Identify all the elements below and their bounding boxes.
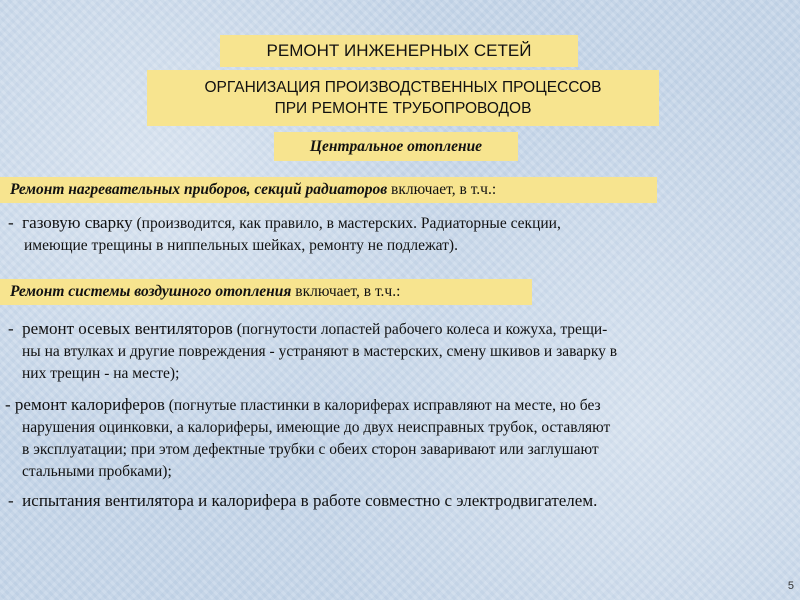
block2-list-item [0, 394, 792, 483]
item-lead: испытания вентилятора и калорифера в работе совместно с электродвигателем. [22, 491, 598, 510]
block2-item-2-line-1 [0, 394, 792, 417]
item-line: ны на втулках и другие повреждения - устраняют в мастерских, смену шкивов и заварку в [22, 343, 618, 360]
block1-list-item [0, 212, 792, 257]
subtitle-line-2: ПРИ РЕМОНТЕ ТРУБОПРОВОДОВ [274, 100, 532, 117]
block2-list-item [0, 490, 792, 513]
slide-title-text: РЕМОНТ ИНЖЕНЕРНЫХ СЕТЕЙ [266, 41, 532, 60]
slide-subtitle [147, 70, 659, 126]
block1-heading-rest: включает, в т.ч.: [387, 181, 497, 198]
item-line: (погнутости лопастей рабочего колеса и кожуха, трещи- [232, 321, 608, 338]
block1-item-1-line-1 [0, 212, 792, 235]
item-line: (погнутые пластинки в калориферах исправляют на месте, но без [164, 397, 601, 414]
item-lead: ремонт калориферов [14, 395, 165, 414]
item-line: стальными пробками); [22, 463, 172, 480]
block2-item-3-line-1 [0, 490, 792, 513]
block2-list-item [0, 318, 792, 385]
item-line: них трещин - на месте); [22, 365, 180, 382]
list-marker: - [5, 395, 15, 414]
list-marker: - [8, 491, 23, 510]
item-line: в эксплуатации; при этом дефектные трубки с обеих сторон заваривают или заглушают [22, 441, 599, 458]
block2-heading-emphasis: Ремонт системы воздушного отопления [10, 283, 292, 300]
section-title [274, 132, 518, 161]
list-marker: - [8, 319, 23, 338]
block2-item-1-line-1 [0, 318, 792, 341]
block1-heading-emphasis: Ремонт нагревательных приборов, секций радиаторов [10, 181, 388, 198]
item-lead: газовую сварку [22, 213, 133, 232]
item-line: (производится, как правило, в мастерских. Радиаторные секции, [132, 215, 561, 232]
subtitle-line-1: ОРГАНИЗАЦИЯ ПРОИЗВОДСТВЕННЫХ ПРОЦЕССОВ [204, 79, 602, 96]
block2-heading-rest: включает, в т.ч.: [291, 283, 401, 300]
slide-title [220, 35, 578, 67]
item-line: нарушения оцинковки, а калориферы, имеющие до двух неисправных трубок, оставляют [22, 419, 611, 436]
block2-heading [0, 279, 532, 305]
item-lead: ремонт осевых вентиляторов [22, 319, 233, 338]
block1-heading [0, 177, 657, 203]
list-marker: - [8, 213, 23, 232]
section-title-text: Центральное отопление [309, 138, 483, 155]
page-number: 5 [787, 580, 794, 592]
item-line: имеющие трещины в ниппельных шейках, ремонту не подлежат). [24, 237, 458, 254]
